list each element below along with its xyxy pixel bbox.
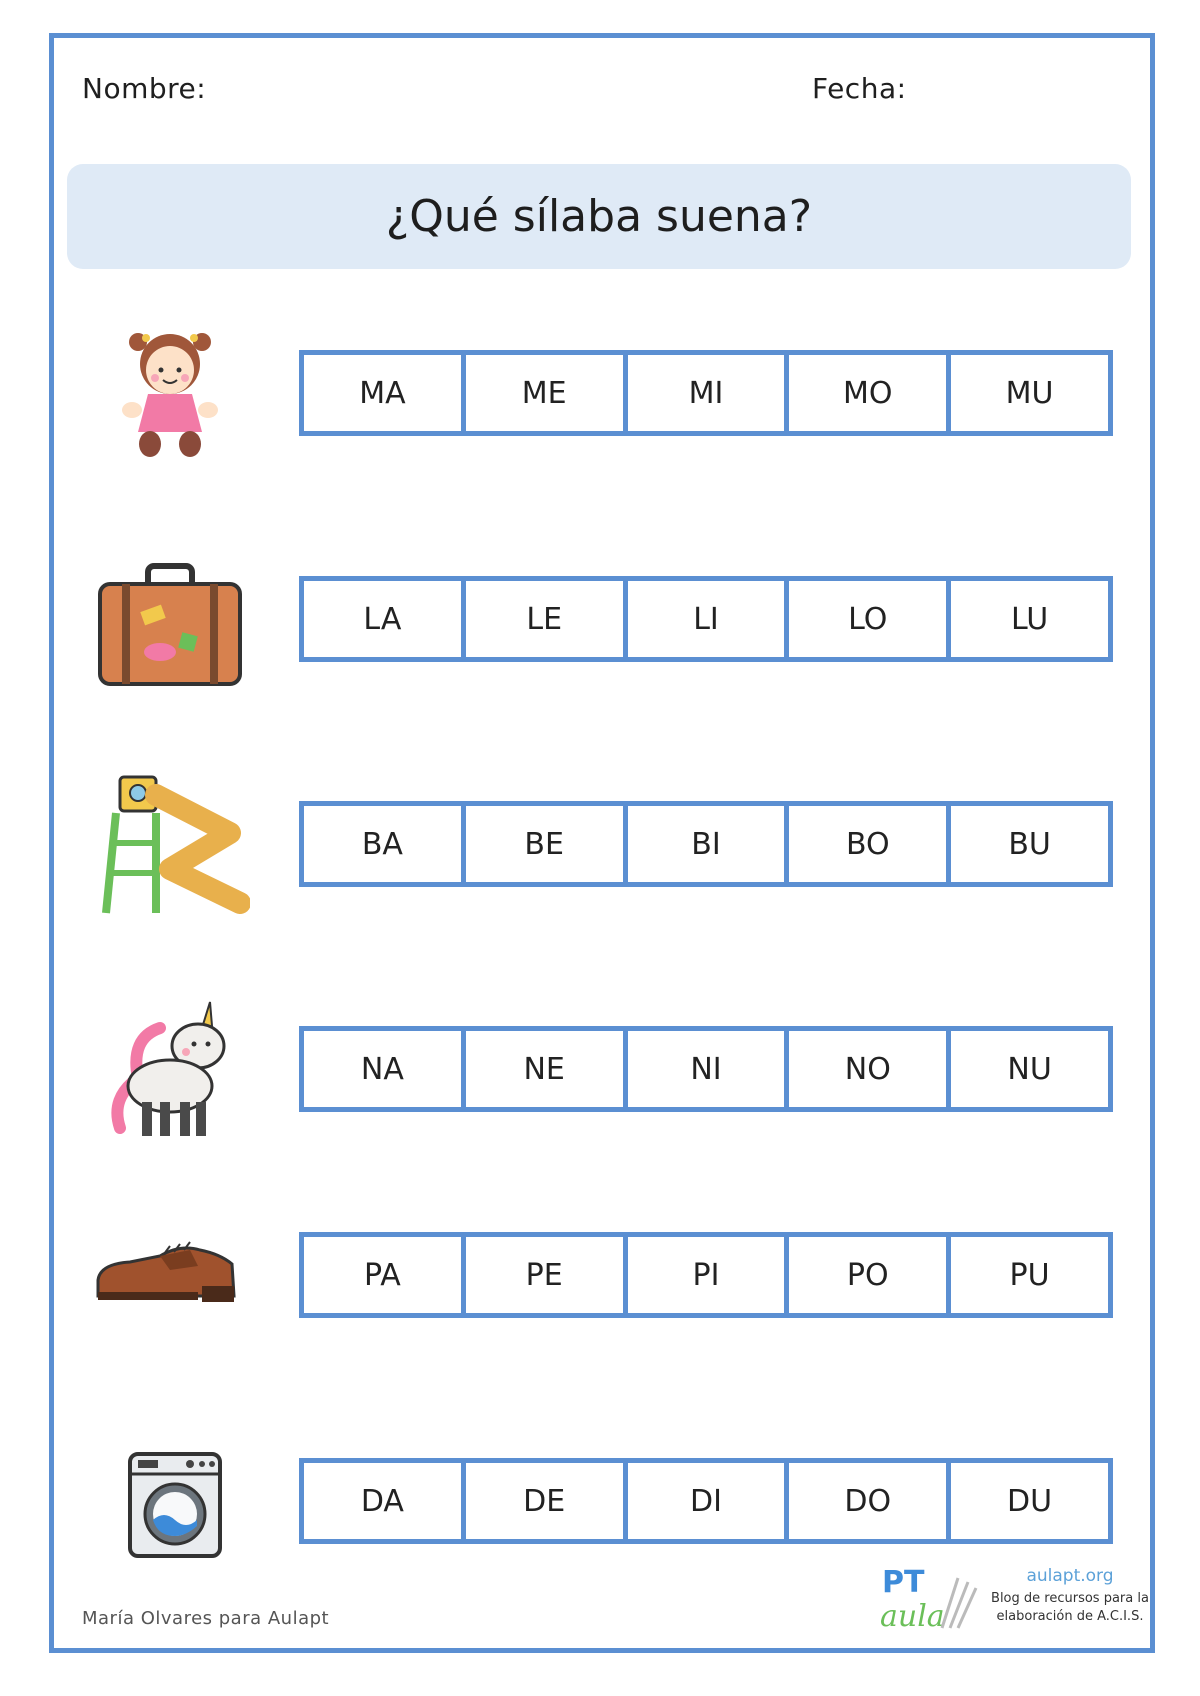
title-banner [67, 164, 1131, 269]
syllable-option[interactable]: BI [623, 801, 790, 887]
worksheet-title: ¿Qué sílaba suena? [385, 191, 813, 242]
syllable-options [299, 1232, 1113, 1318]
logo-caption [990, 1566, 1150, 1626]
syllable-option[interactable]: DE [461, 1458, 628, 1544]
washing-machine-icon [90, 1430, 250, 1580]
syllable-option[interactable]: BU [946, 801, 1113, 887]
syllable-option[interactable]: DO [784, 1458, 951, 1544]
syllable-option[interactable]: DU [946, 1458, 1113, 1544]
syllable-option[interactable]: PE [461, 1232, 628, 1318]
syllable-option[interactable]: BA [299, 801, 466, 887]
svg-text:PT: PT [882, 1565, 925, 1600]
logo-tagline-line-2: elaboración de A.C.I.S. [996, 1609, 1144, 1624]
syllable-option[interactable]: MO [784, 350, 951, 436]
syllable-options [299, 350, 1113, 436]
syllable-option[interactable]: DA [299, 1458, 466, 1544]
syllable-option[interactable]: BO [784, 801, 951, 887]
author-credit: María Olvares para Aulapt [82, 1608, 330, 1629]
syllable-options [299, 576, 1113, 662]
slide-icon [90, 773, 250, 923]
syllable-option[interactable]: MU [946, 350, 1113, 436]
syllable-option[interactable]: ME [461, 350, 628, 436]
shoe-icon [90, 1204, 250, 1354]
exercise-row-slide [0, 773, 1200, 923]
exercise-row-suitcase [0, 548, 1200, 698]
syllable-option[interactable]: PI [623, 1232, 790, 1318]
syllable-option[interactable]: LI [623, 576, 790, 662]
syllable-options [299, 1026, 1113, 1112]
syllable-option[interactable]: LA [299, 576, 466, 662]
syllable-options [299, 1458, 1113, 1544]
suitcase-icon [90, 548, 250, 698]
syllable-option[interactable]: PO [784, 1232, 951, 1318]
doll-icon [90, 322, 250, 472]
exercise-row-shoe [0, 1204, 1200, 1354]
exercise-row-washing-machine [0, 1430, 1200, 1580]
syllable-option[interactable]: NA [299, 1026, 466, 1112]
syllable-option[interactable]: LU [946, 576, 1113, 662]
syllable-option[interactable]: NE [461, 1026, 628, 1112]
exercise-row-unicorn [0, 998, 1200, 1148]
syllable-option[interactable]: NI [623, 1026, 790, 1112]
syllable-options [299, 801, 1113, 887]
syllable-option[interactable]: LE [461, 576, 628, 662]
ptaula-logo [878, 1558, 988, 1636]
syllable-option[interactable]: PA [299, 1232, 466, 1318]
logo-tagline [990, 1590, 1150, 1626]
site-url[interactable]: aulapt.org [1026, 1566, 1114, 1586]
syllable-option[interactable]: LO [784, 576, 951, 662]
unicorn-icon [90, 998, 250, 1148]
syllable-option[interactable]: NU [946, 1026, 1113, 1112]
name-label: Nombre: [82, 72, 207, 105]
syllable-option[interactable]: MI [623, 350, 790, 436]
syllable-option[interactable]: NO [784, 1026, 951, 1112]
syllable-option[interactable]: DI [623, 1458, 790, 1544]
logo-tagline-line-1: Blog de recursos para la [991, 1591, 1149, 1606]
exercise-row-doll [0, 322, 1200, 472]
date-label: Fecha: [812, 72, 907, 105]
syllable-option[interactable]: PU [946, 1232, 1113, 1318]
syllable-option[interactable]: MA [299, 350, 466, 436]
syllable-option[interactable]: BE [461, 801, 628, 887]
svg-text:aula: aula [880, 1599, 945, 1634]
